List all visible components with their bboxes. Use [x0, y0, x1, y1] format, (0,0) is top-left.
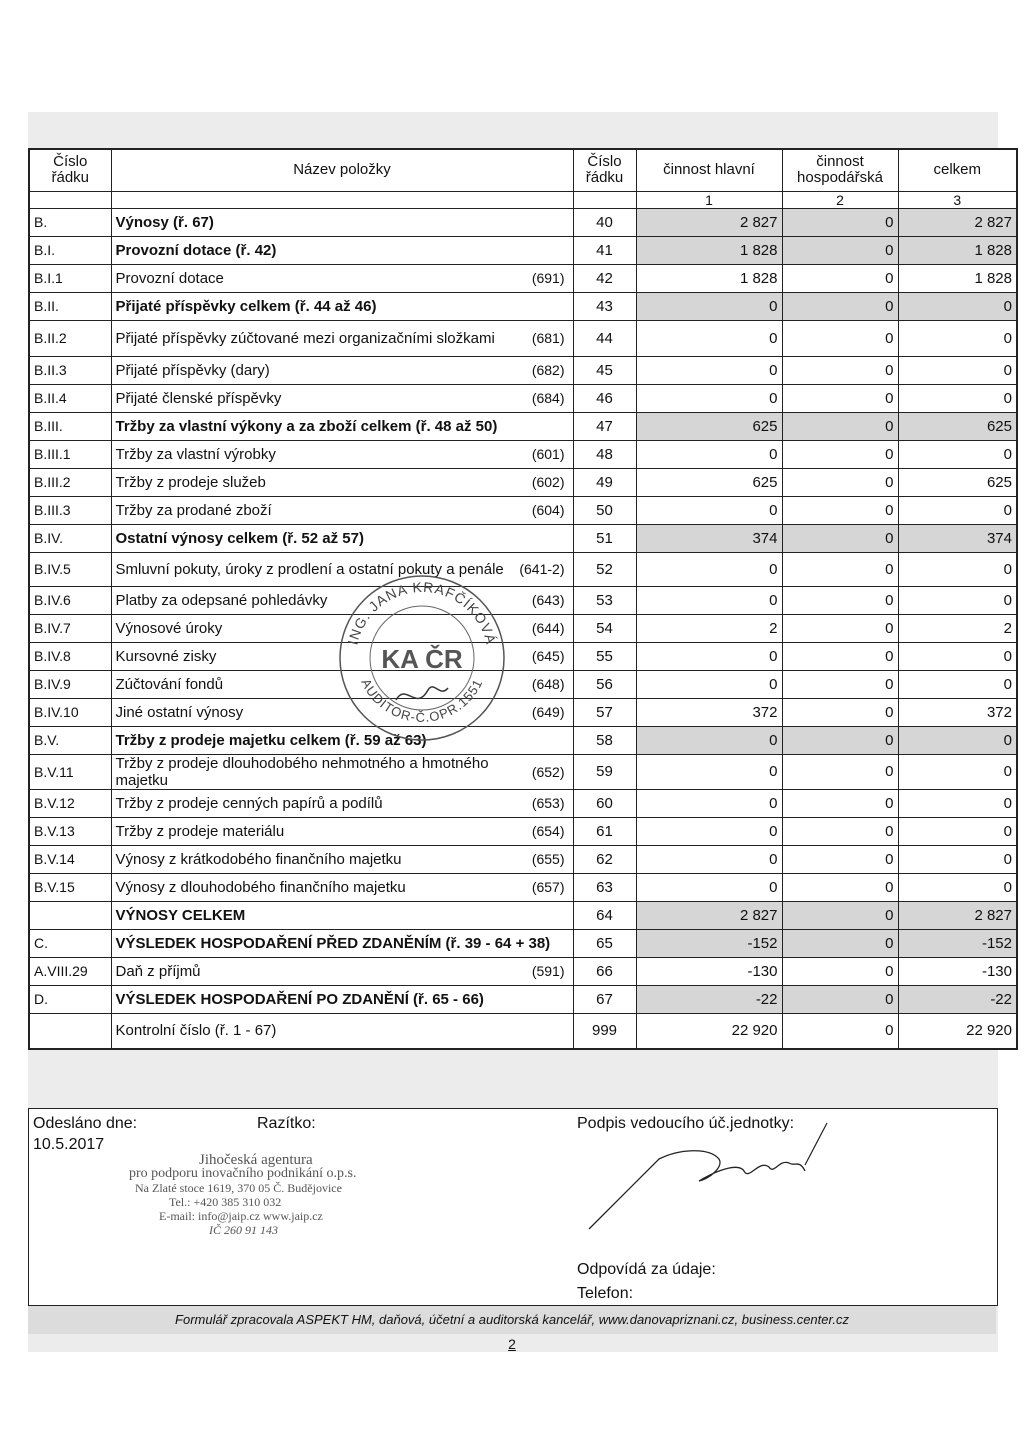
- row-description: [111, 468, 573, 496]
- row-value-total: 0: [898, 754, 1017, 789]
- row-line-number: 61: [573, 817, 636, 845]
- row-account: (601): [531, 446, 565, 462]
- row-value-econ: 0: [782, 845, 898, 873]
- row-code: B.III.2: [29, 468, 111, 496]
- row-description: [111, 524, 573, 552]
- row-description: [111, 614, 573, 642]
- row-value-main: -130: [636, 957, 782, 985]
- row-code: B.II.2: [29, 320, 111, 356]
- row-name: Tržby za prodané zboží: [115, 501, 272, 519]
- sent-date: 10.5.2017: [33, 1136, 105, 1153]
- row-account: (691): [531, 270, 565, 286]
- row-value-main: 0: [636, 754, 782, 789]
- table-row: [29, 586, 1017, 614]
- row-code: B.II.3: [29, 356, 111, 384]
- row-value-total: -152: [898, 929, 1017, 957]
- row-value-econ: 0: [782, 985, 898, 1013]
- row-value-econ: 0: [782, 524, 898, 552]
- row-code: B.V.11: [29, 754, 111, 789]
- row-account: (602): [531, 474, 565, 490]
- row-value-total: 0: [898, 384, 1017, 412]
- row-description: [111, 642, 573, 670]
- row-line-number: 66: [573, 957, 636, 985]
- row-name: Tržby za vlastní výkony a za zboží celkem (ř. 48 až 50): [115, 417, 498, 435]
- row-description: [111, 985, 573, 1013]
- row-code: B.III.1: [29, 440, 111, 468]
- row-description: [111, 873, 573, 901]
- row-value-econ: 0: [782, 789, 898, 817]
- row-code: B.: [29, 208, 111, 236]
- row-name: Přijaté příspěvky zúčtované mezi organizačními složkami: [115, 329, 495, 347]
- row-value-main: 2 827: [636, 208, 782, 236]
- row-line-number: 42: [573, 264, 636, 292]
- row-code: B.II.4: [29, 384, 111, 412]
- row-name: VÝNOSY CELKEM: [115, 906, 246, 924]
- row-value-main: -22: [636, 985, 782, 1013]
- row-value-main: 2: [636, 614, 782, 642]
- row-description: [111, 845, 573, 873]
- row-line-number: 49: [573, 468, 636, 496]
- row-name: Tržby z prodeje dlouhodobého nehmotného a hmotného majetku: [115, 754, 489, 789]
- row-value-econ: 0: [782, 468, 898, 496]
- col-header-main: činnost hlavní: [636, 149, 782, 191]
- row-line-number: 63: [573, 873, 636, 901]
- row-description: [111, 698, 573, 726]
- row-value-total: -22: [898, 985, 1017, 1013]
- row-account: (644): [531, 620, 565, 636]
- row-description: [111, 208, 573, 236]
- page-number: 2: [508, 1336, 516, 1352]
- row-value-econ: 0: [782, 698, 898, 726]
- row-line-number: 46: [573, 384, 636, 412]
- row-value-econ: 0: [782, 356, 898, 384]
- row-account: (652): [531, 763, 565, 780]
- row-value-total: 0: [898, 642, 1017, 670]
- row-value-main: 0: [636, 586, 782, 614]
- row-description: [111, 817, 573, 845]
- row-code: B.II.: [29, 292, 111, 320]
- row-line-number: 54: [573, 614, 636, 642]
- row-line-number: 58: [573, 726, 636, 754]
- row-code: B.IV.10: [29, 698, 111, 726]
- row-value-main: 0: [636, 356, 782, 384]
- table-row: [29, 440, 1017, 468]
- row-value-total: 0: [898, 356, 1017, 384]
- row-description: [111, 1013, 573, 1049]
- handwritten-signature: [569, 1119, 869, 1239]
- row-value-econ: 0: [782, 873, 898, 901]
- footer-note: Formulář zpracovala ASPEKT HM, daňová, účetní a auditorská kancelář, www.danovapriznani.cz, business.center.cz: [175, 1312, 849, 1327]
- table-row: [29, 320, 1017, 356]
- row-value-econ: 0: [782, 236, 898, 264]
- row-value-total: 22 920: [898, 1013, 1017, 1049]
- row-value-econ: 0: [782, 754, 898, 789]
- row-value-total: 0: [898, 789, 1017, 817]
- row-value-econ: 0: [782, 552, 898, 586]
- row-account: (684): [531, 390, 565, 406]
- row-value-main: 2 827: [636, 901, 782, 929]
- stamp-center-text: KA ČR: [381, 644, 463, 674]
- row-account: (641-2): [519, 561, 565, 577]
- row-value-total: 0: [898, 670, 1017, 698]
- row-value-total: 0: [898, 726, 1017, 754]
- row-name: Tržby za vlastní výrobky: [115, 445, 276, 463]
- row-value-total: 0: [898, 873, 1017, 901]
- row-value-total: 0: [898, 845, 1017, 873]
- row-name: Tržby z prodeje cenných papírů a podílů: [115, 794, 383, 812]
- signature-label: Podpis vedoucího úč.jednotky:: [577, 1115, 795, 1132]
- row-code: C.: [29, 929, 111, 957]
- row-code: B.IV.8: [29, 642, 111, 670]
- row-value-econ: 0: [782, 208, 898, 236]
- row-value-total: 0: [898, 586, 1017, 614]
- row-value-main: 374: [636, 524, 782, 552]
- row-value-econ: 0: [782, 412, 898, 440]
- row-name: Smluvní pokuty, úroky z prodlení a ostatní pokuty a penále: [115, 560, 504, 578]
- table-row: [29, 264, 1017, 292]
- row-value-econ: 0: [782, 726, 898, 754]
- row-account: (645): [531, 648, 565, 664]
- row-value-main: 0: [636, 789, 782, 817]
- row-code: B.V.13: [29, 817, 111, 845]
- row-value-total: 0: [898, 552, 1017, 586]
- row-description: [111, 356, 573, 384]
- row-value-main: 0: [636, 292, 782, 320]
- row-description: [111, 320, 573, 356]
- row-value-econ: 0: [782, 929, 898, 957]
- row-code: D.: [29, 985, 111, 1013]
- row-description: [111, 754, 573, 789]
- stamp-bottom-text: AUDITOR-Č.OPR.1551: [358, 676, 486, 725]
- row-name: Kontrolní číslo (ř. 1 - 67): [115, 1022, 277, 1040]
- row-name: Přijaté příspěvky celkem (ř. 44 až 46): [115, 297, 377, 315]
- row-line-number: 59: [573, 754, 636, 789]
- row-account: (681): [531, 330, 565, 346]
- table-row: [29, 957, 1017, 985]
- row-account: (604): [531, 502, 565, 518]
- row-value-total: 0: [898, 292, 1017, 320]
- table-row: [29, 524, 1017, 552]
- row-value-main: 625: [636, 468, 782, 496]
- row-value-total: -130: [898, 957, 1017, 985]
- row-description: [111, 901, 573, 929]
- row-line-number: 47: [573, 412, 636, 440]
- table-row: [29, 614, 1017, 642]
- row-line-number: 40: [573, 208, 636, 236]
- row-code: B.IV.9: [29, 670, 111, 698]
- responsible-label: Odpovídá za údaje:: [577, 1261, 716, 1278]
- row-value-total: 0: [898, 496, 1017, 524]
- row-value-econ: 0: [782, 292, 898, 320]
- row-line-number: 67: [573, 985, 636, 1013]
- row-value-total: 2 827: [898, 208, 1017, 236]
- row-line-number: 56: [573, 670, 636, 698]
- row-line-number: 52: [573, 552, 636, 586]
- row-code: B.III.: [29, 412, 111, 440]
- table-row: [29, 552, 1017, 586]
- row-name: Platby za odepsané pohledávky: [115, 591, 328, 609]
- row-value-main: 0: [636, 320, 782, 356]
- row-line-number: 64: [573, 901, 636, 929]
- row-line-number: 53: [573, 586, 636, 614]
- row-code: [29, 901, 111, 929]
- stamp-label: Razítko:: [257, 1115, 316, 1132]
- row-value-total: 2 827: [898, 901, 1017, 929]
- table-row: [29, 356, 1017, 384]
- row-line-number: 44: [573, 320, 636, 356]
- row-code: B.V.14: [29, 845, 111, 873]
- row-line-number: 55: [573, 642, 636, 670]
- phone-label: Telefon:: [577, 1285, 634, 1302]
- table-row: [29, 208, 1017, 236]
- row-name: Tržby z prodeje majetku celkem (ř. 59 až 63): [115, 731, 427, 749]
- row-code: B.III.3: [29, 496, 111, 524]
- row-account: (682): [531, 362, 565, 378]
- row-account: (643): [531, 592, 565, 608]
- row-value-main: 0: [636, 817, 782, 845]
- row-line-number: 999: [573, 1013, 636, 1049]
- row-value-econ: 0: [782, 957, 898, 985]
- col-header-total: celkem: [898, 149, 1017, 191]
- row-value-main: 0: [636, 845, 782, 873]
- row-description: [111, 929, 573, 957]
- row-value-main: 0: [636, 726, 782, 754]
- row-value-main: 372: [636, 698, 782, 726]
- row-value-total: 1 828: [898, 264, 1017, 292]
- row-value-econ: 0: [782, 586, 898, 614]
- row-name: Výnosy z krátkodobého finančního majetku: [115, 850, 402, 868]
- row-value-total: 625: [898, 412, 1017, 440]
- row-description: [111, 726, 573, 754]
- row-name: VÝSLEDEK HOSPODAŘENÍ PŘED ZDANĚNÍM (ř. 39 - 64 + 38): [115, 934, 551, 952]
- table-row: [29, 1013, 1017, 1049]
- row-value-main: 0: [636, 552, 782, 586]
- row-line-number: 65: [573, 929, 636, 957]
- row-value-econ: 0: [782, 496, 898, 524]
- income-statement-table: [28, 148, 1018, 1050]
- row-code: B.V.15: [29, 873, 111, 901]
- row-name: Výnosy (ř. 67): [115, 213, 214, 231]
- row-description: [111, 496, 573, 524]
- row-line-number: 48: [573, 440, 636, 468]
- row-code: B.I.: [29, 236, 111, 264]
- row-value-econ: 0: [782, 384, 898, 412]
- row-description: [111, 292, 573, 320]
- row-description: [111, 552, 573, 586]
- table-row: [29, 468, 1017, 496]
- table-row: [29, 929, 1017, 957]
- row-code: B.IV.6: [29, 586, 111, 614]
- stamp-top-text: ING. JANA KRAFČÍKOVÁ: [344, 578, 500, 647]
- row-account: (591): [531, 963, 565, 979]
- row-account: (648): [531, 676, 565, 692]
- row-value-econ: 0: [782, 670, 898, 698]
- row-code: B.IV.7: [29, 614, 111, 642]
- row-value-total: 372: [898, 698, 1017, 726]
- row-value-total: 0: [898, 440, 1017, 468]
- row-account: (657): [531, 879, 565, 895]
- row-value-total: 374: [898, 524, 1017, 552]
- row-code: B.I.1: [29, 264, 111, 292]
- row-value-main: 0: [636, 670, 782, 698]
- row-description: [111, 789, 573, 817]
- table-row: [29, 873, 1017, 901]
- row-value-main: 1 828: [636, 264, 782, 292]
- row-description: [111, 670, 573, 698]
- table-row: [29, 754, 1017, 789]
- row-value-main: 22 920: [636, 1013, 782, 1049]
- row-value-econ: 0: [782, 440, 898, 468]
- row-code: B.IV.: [29, 524, 111, 552]
- row-account: (649): [531, 704, 565, 720]
- row-value-econ: 0: [782, 817, 898, 845]
- row-value-econ: 0: [782, 614, 898, 642]
- row-description: [111, 957, 573, 985]
- row-value-main: 0: [636, 873, 782, 901]
- table-row: [29, 236, 1017, 264]
- row-value-econ: 0: [782, 320, 898, 356]
- row-line-number: 51: [573, 524, 636, 552]
- row-name: Zúčtování fondů: [115, 675, 224, 693]
- row-description: [111, 384, 573, 412]
- col-header-line: Číslo řádku: [573, 149, 636, 191]
- row-line-number: 57: [573, 698, 636, 726]
- row-value-total: 2: [898, 614, 1017, 642]
- table-row: [29, 726, 1017, 754]
- row-name: Tržby z prodeje materiálu: [115, 822, 285, 840]
- organization-stamp: Jihočeská agentura pro podporu inovačního podnikání o.p.s. Na Zlaté stoce 1619, 370 05 Č. Budějovice Tel.: +420 385 310 032 E-mail: info@jaip.cz www.jaip.cz IČ 260 91 143: [129, 1152, 357, 1237]
- row-name: VÝSLEDEK HOSPODAŘENÍ PO ZDANĚNÍ (ř. 65 - 66): [115, 990, 484, 1008]
- row-value-total: 1 828: [898, 236, 1017, 264]
- row-name: Výnosové úroky: [115, 619, 223, 637]
- row-line-number: 50: [573, 496, 636, 524]
- row-value-main: -152: [636, 929, 782, 957]
- row-line-number: 45: [573, 356, 636, 384]
- idx-main: 1: [636, 191, 782, 208]
- row-value-total: 0: [898, 320, 1017, 356]
- idx-econ: 2: [782, 191, 898, 208]
- table-row: [29, 292, 1017, 320]
- row-name: Výnosy z dlouhodobého finančního majetku: [115, 878, 406, 896]
- row-line-number: 62: [573, 845, 636, 873]
- row-value-main: 0: [636, 384, 782, 412]
- row-account: (653): [531, 795, 565, 811]
- signature-box: [28, 1108, 998, 1306]
- row-name: Kursovné zisky: [115, 647, 217, 665]
- row-name: Přijaté členské příspěvky: [115, 389, 282, 407]
- table-row: [29, 642, 1017, 670]
- row-line-number: 41: [573, 236, 636, 264]
- row-name: Provozní dotace (ř. 42): [115, 241, 277, 259]
- col-header-name: Název položky: [111, 149, 573, 191]
- row-code: A.VIII.29: [29, 957, 111, 985]
- row-line-number: 60: [573, 789, 636, 817]
- row-name: Ostatní výnosy celkem (ř. 52 až 57): [115, 529, 364, 547]
- col-header-econ: činnost hospodářská: [782, 149, 898, 191]
- sent-label: Odesláno dne:: [33, 1115, 138, 1132]
- table-row: [29, 845, 1017, 873]
- row-description: [111, 236, 573, 264]
- row-description: [111, 440, 573, 468]
- table-row: [29, 384, 1017, 412]
- idx-total: 3: [898, 191, 1017, 208]
- row-value-econ: 0: [782, 264, 898, 292]
- row-value-total: 0: [898, 817, 1017, 845]
- row-code: B.V.: [29, 726, 111, 754]
- row-value-total: 625: [898, 468, 1017, 496]
- row-name: Jiné ostatní výnosy: [115, 703, 244, 721]
- row-code: B.V.12: [29, 789, 111, 817]
- index-row: [29, 191, 1017, 208]
- table-row: [29, 789, 1017, 817]
- table-row: [29, 817, 1017, 845]
- row-name: Přijaté příspěvky (dary): [115, 361, 270, 379]
- table-row: [29, 496, 1017, 524]
- col-header-code: Číslo řádku: [29, 149, 111, 191]
- header-row: [29, 149, 1017, 191]
- table-row: [29, 985, 1017, 1013]
- row-account: (655): [531, 851, 565, 867]
- row-code: [29, 1013, 111, 1049]
- row-value-econ: 0: [782, 901, 898, 929]
- row-description: [111, 586, 573, 614]
- row-value-main: 0: [636, 642, 782, 670]
- row-value-main: 625: [636, 412, 782, 440]
- row-name: Tržby z prodeje služeb: [115, 473, 266, 491]
- row-value-econ: 0: [782, 1013, 898, 1049]
- row-name: Daň z příjmů: [115, 962, 201, 980]
- table-row: [29, 670, 1017, 698]
- row-line-number: 43: [573, 292, 636, 320]
- row-value-main: 1 828: [636, 236, 782, 264]
- row-value-main: 0: [636, 440, 782, 468]
- table-row: [29, 901, 1017, 929]
- row-value-econ: 0: [782, 642, 898, 670]
- row-value-main: 0: [636, 496, 782, 524]
- row-account: (654): [531, 823, 565, 839]
- row-description: [111, 412, 573, 440]
- table-body: [29, 208, 1017, 1049]
- row-code: B.IV.5: [29, 552, 111, 586]
- row-description: [111, 264, 573, 292]
- table-row: [29, 412, 1017, 440]
- table-row: [29, 698, 1017, 726]
- row-name: Provozní dotace: [115, 269, 224, 287]
